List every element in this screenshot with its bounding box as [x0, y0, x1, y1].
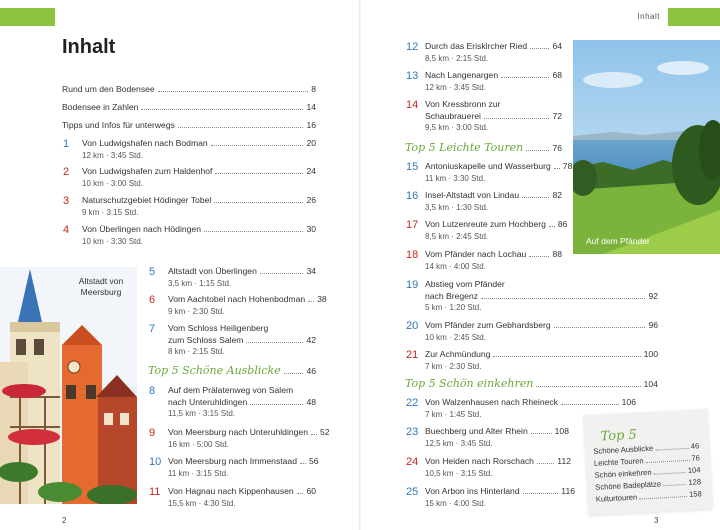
tour-page: 20 [306, 138, 316, 148]
tour-info: 14 km · 4:00 Std. [425, 261, 486, 271]
tour-title: Vom Pfänder nach Lochau [425, 249, 527, 259]
toc-row-tour[interactable] [149, 323, 316, 358]
tour-info: 11 km · 3:30 Std. [425, 173, 486, 183]
tour-title: Insel-Altstadt von Lindau [425, 190, 520, 200]
toc-row-tour[interactable] [406, 219, 568, 242]
tour-number: 25 [406, 486, 419, 498]
note-label: Schöne Ausblicke [593, 443, 654, 456]
tour-page: 52 [319, 427, 330, 437]
tour-page: 86 [557, 219, 568, 229]
tour-number: 13 [406, 70, 419, 82]
tour-info: 10,5 km · 3:15 Std. [425, 468, 493, 478]
toc-row-tour[interactable] [406, 456, 571, 479]
toc-row-tour[interactable] [406, 161, 573, 184]
tour-title-cont: nach Bregenz [425, 290, 479, 301]
tour-title: Von Ludwigshafen nach Bodman [82, 138, 208, 148]
toc-row-intro[interactable] [62, 102, 316, 114]
tour-title: Von Meersburg nach Immenstaad [168, 456, 297, 466]
tour-page: 30 [306, 224, 316, 234]
tour-info: 12 km · 3:45 Std. [425, 82, 486, 92]
top5-label: Top 5 Leichte Touren [405, 141, 524, 154]
page-title: Inhalt [62, 36, 116, 58]
toc-row-tour[interactable] [406, 70, 562, 93]
tour-title: Vom Schloss Heiligenberg [168, 323, 269, 333]
top5-label: Top 5 Schön einkehren [405, 377, 534, 390]
tour-number: 14 [406, 99, 419, 111]
toc-row-tour[interactable] [406, 349, 658, 372]
tour-title: Antoniuskapelle und Wasserburg [425, 161, 551, 171]
tour-number: 9 [149, 427, 156, 439]
tour-number: 8 [149, 385, 156, 397]
tour-page: 96 [648, 320, 658, 330]
page-number-left: 2 [62, 516, 67, 525]
tour-info: 5 km · 1:20 Std. [425, 303, 482, 312]
tour-number: 22 [406, 397, 419, 409]
note-page: 76 [691, 453, 701, 463]
photo-caption-right: Auf dem Pfänder [586, 236, 650, 246]
tour-page: 108 [554, 426, 569, 436]
tour-title: Von Arbon ins Hinterland [425, 486, 520, 496]
tour-info: 7 km · 1:45 Std. [425, 409, 482, 419]
tour-info: 12,5 km · 3:45 Std. [425, 438, 493, 448]
tour-page: 78 [562, 161, 573, 171]
toc-row-tour[interactable] [149, 266, 316, 289]
tour-info: 9 km · 3:15 Std. [82, 207, 139, 217]
tour-info: 8,5 km · 2:45 Std. [425, 231, 489, 241]
tour-page: 34 [306, 266, 316, 276]
tour-number: 11 [149, 486, 161, 498]
toc-row-tour[interactable] [406, 41, 562, 64]
toc-row-tour[interactable] [149, 486, 316, 509]
photo-pfaender [573, 40, 720, 254]
tour-title: Altstadt von Überlingen [168, 266, 257, 276]
tour-number: 5 [149, 266, 156, 278]
tour-number: 3 [63, 195, 70, 207]
top5-page: 46 [306, 366, 316, 376]
tour-page: 72 [552, 110, 562, 121]
note-label: Schöne Badeplätze [595, 479, 662, 492]
tour-number: 12 [406, 41, 419, 53]
toc-row-intro[interactable] [62, 120, 316, 132]
tour-title: Von Kressbronn zur [425, 99, 501, 109]
toc-title: Tipps und Infos für unterwegs [62, 120, 175, 130]
color-tab-left [0, 8, 55, 26]
tour-info: 3,5 km · 1:15 Std. [168, 278, 232, 288]
tour-info: 9 km · 2:30 Std. [168, 306, 225, 316]
tour-title-cont: zum Schloss Salem [168, 334, 244, 345]
gutter [359, 0, 361, 530]
tour-number: 10 [149, 456, 162, 468]
tour-number: 18 [406, 249, 419, 261]
toc-row-tour[interactable] [406, 426, 569, 449]
tour-number: 20 [406, 320, 419, 332]
top5-heading[interactable] [405, 377, 658, 390]
top5-note-card [583, 409, 712, 515]
tour-info: 11 km · 3:15 Std. [168, 468, 229, 478]
tour-page: 112 [557, 456, 571, 466]
tour-title: Von Walzenhausen nach Rheineck [425, 397, 558, 407]
toc-row-intro[interactable] [62, 84, 316, 96]
toc-row-tour[interactable] [406, 99, 562, 134]
tour-number: 4 [63, 224, 70, 236]
tour-number: 15 [406, 161, 419, 173]
toc-row-tour[interactable] [63, 166, 316, 189]
tour-info: 7 km · 2:30 Std. [425, 361, 482, 371]
top5-heading[interactable] [148, 364, 316, 377]
tour-page: 68 [552, 70, 562, 80]
tour-info: 12 km · 3:45 Std. [82, 150, 143, 160]
toc-row-tour[interactable] [406, 320, 658, 343]
tour-title: Vom Pfänder zum Gebhardsberg [425, 320, 551, 330]
tour-number: 16 [406, 190, 419, 202]
tour-page: 88 [552, 249, 562, 259]
top5-page: 76 [552, 143, 562, 153]
tour-info: 15 km · 4:00 Std. [425, 498, 486, 508]
tour-title-cont: Schaubrauerei [425, 110, 481, 121]
tour-number: 6 [149, 294, 156, 306]
toc-page: 16 [306, 120, 316, 130]
top5-heading[interactable] [405, 141, 562, 154]
tour-number: 7 [149, 323, 156, 335]
toc-row-tour[interactable] [63, 224, 316, 247]
tour-title: Buechberg und Alter Rhein [425, 426, 528, 436]
tour-page: 26 [306, 195, 316, 205]
toc-title: Bodensee in Zahlen [62, 102, 139, 112]
note-page: 128 [688, 477, 702, 487]
tour-title: Von Ludwigshafen zum Haldenhof [82, 166, 213, 176]
tour-title: Zur Achmündung [425, 349, 491, 359]
tour-number: 19 [406, 279, 419, 291]
tour-info: 9,5 km · 3:00 Std. [425, 123, 489, 132]
toc-row-tour[interactable] [149, 294, 327, 317]
tour-title: Durch das Eriskircher Ried [425, 41, 528, 51]
tour-page: 60 [306, 486, 316, 496]
tour-info: 11,5 km · 3:15 Std. [168, 409, 235, 418]
tour-title: Von Überlingen nach Hödingen [82, 224, 201, 234]
tour-title-cont: nach Unteruhldingen [168, 396, 248, 407]
color-tab-right [668, 8, 720, 26]
running-head: Inhalt [637, 12, 660, 21]
toc-row-tour[interactable] [406, 190, 562, 213]
tour-number: 21 [406, 349, 419, 361]
note-page: 46 [690, 441, 700, 451]
tour-page: 100 [643, 349, 658, 359]
tour-page: 42 [306, 334, 316, 345]
tour-title: Von Heiden nach Rorschach [425, 456, 534, 466]
tour-page: 38 [317, 294, 327, 304]
caption-line: Meersburg [80, 287, 122, 297]
tour-title: Vom Aachtobel nach Hohenbodman [168, 294, 306, 304]
note-page: 104 [687, 465, 701, 475]
tour-page: 56 [308, 456, 319, 466]
tour-number: 17 [406, 219, 419, 231]
tour-title: Von Hagnau nach Kippenhausen [168, 486, 294, 496]
tour-page: 48 [306, 396, 316, 407]
toc-row-tour[interactable] [149, 385, 316, 420]
toc-row-tour[interactable] [149, 456, 319, 479]
top5-label: Top 5 Schöne Ausblicke [148, 364, 281, 377]
toc-row-tour[interactable] [149, 427, 330, 450]
toc-page: 14 [306, 102, 316, 112]
tour-page: 24 [306, 166, 316, 176]
tour-info: 10 km · 3:30 Std. [82, 236, 143, 246]
toc-row-tour[interactable] [63, 138, 316, 161]
tour-page: 106 [621, 397, 636, 407]
tour-number: 2 [63, 166, 70, 178]
top5-page: 104 [643, 379, 658, 389]
photo-meersburg [0, 267, 137, 504]
tour-title: Naturschutzgebiet Hödinger Tobel [82, 195, 212, 205]
tour-page: 116 [561, 486, 575, 496]
tour-title: Nach Langenargen [425, 70, 499, 80]
tour-number: 1 [63, 138, 70, 150]
tour-page: 82 [552, 190, 562, 200]
toc-row-tour[interactable] [406, 279, 658, 314]
caption-line: Altstadt von [78, 276, 124, 286]
tour-info: 15,5 km · 4:30 Std. [168, 498, 236, 508]
page-number-right: 3 [654, 516, 659, 525]
note-line[interactable] [596, 489, 702, 504]
tour-info: 8 km · 2:15 Std. [168, 347, 225, 356]
tour-number: 24 [406, 456, 419, 468]
tour-title: Von Lutzenreute zum Hochberg [425, 219, 546, 229]
toc-row-tour[interactable] [406, 249, 562, 272]
note-label: Schön einkehren [594, 467, 652, 480]
toc-row-tour[interactable] [63, 195, 316, 218]
tour-title: Auf dem Prälatenweg von Salem [168, 385, 294, 395]
note-label: Leichte Touren [593, 456, 644, 468]
tour-title: Abstieg vom Pfänder [425, 279, 505, 289]
toc-row-tour[interactable] [406, 486, 575, 509]
tour-info: 10 km · 2:45 Std. [425, 332, 486, 342]
note-page: 158 [688, 489, 702, 499]
tour-info: 8,5 km · 2:15 Std. [425, 53, 489, 63]
photo-caption-left [70, 276, 132, 298]
note-title: Top 5 [600, 427, 638, 445]
note-label: Kulturtouren [595, 492, 638, 504]
tour-info: 16 km · 5:00 Std. [168, 439, 229, 449]
toc-title: Rund um den Bodensee [62, 84, 155, 94]
tour-info: 10 km · 3:00 Std. [82, 178, 143, 188]
tour-info: 3,5 km · 1:30 Std. [425, 202, 489, 212]
tour-title: Von Meersburg nach Unteruhldingen [168, 427, 308, 437]
tour-page: 64 [552, 41, 562, 51]
tour-page: 92 [648, 290, 658, 301]
toc-page: 8 [311, 84, 316, 94]
tour-number: 23 [406, 426, 419, 438]
